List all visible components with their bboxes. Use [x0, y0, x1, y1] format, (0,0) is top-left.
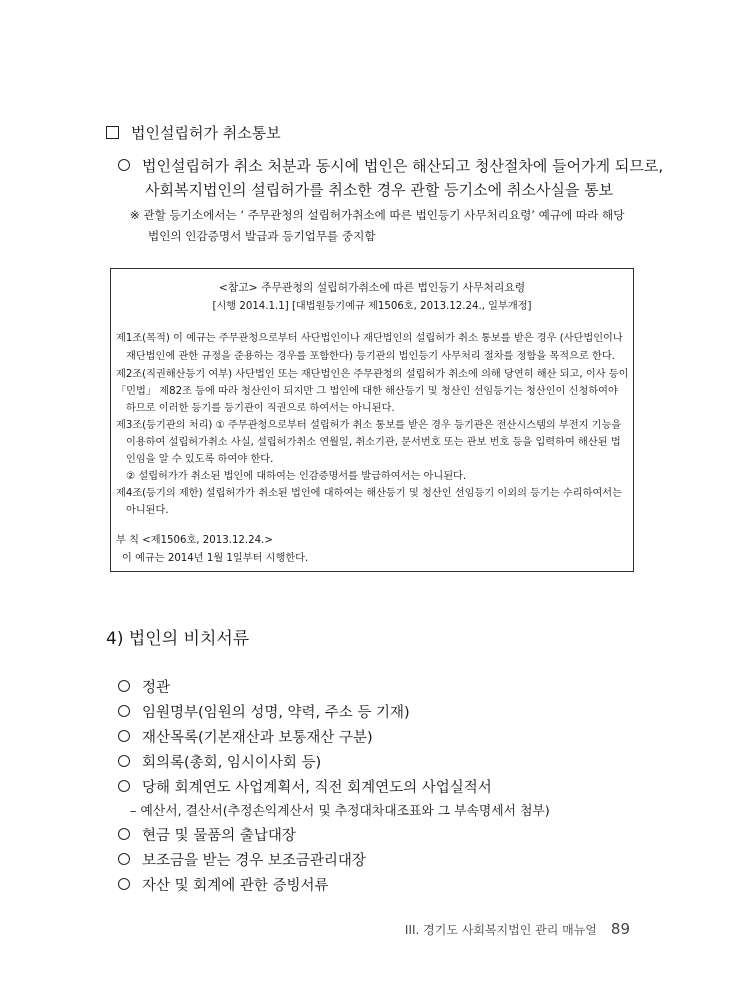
circle-bullet-icon	[118, 730, 130, 742]
reference-subtitle: [시행 2014.1.1] [대법원등기예규 제1506호, 2013.12.24., 일부개정]	[212, 301, 532, 312]
list-item-label: 정관	[142, 680, 171, 696]
reference-line: 제2조(직권해산등기 여부) 사단법인 또는 재단법인은 주무관청의 설립허가 취소에 의해 당연히 해산 되고, 이사 등이	[116, 369, 629, 380]
list-item-label: 보조금을 받는 경우 보조금관리대장	[142, 853, 366, 869]
list-item	[118, 874, 329, 895]
reference-line: 부 칙 <제1506호, 2013.12.24.>	[116, 535, 273, 546]
reference-line: ② 설립허가가 취소된 법인에 대하여는 인감증명서를 발급하여서는 아니된다.	[126, 471, 467, 482]
reference-line: 제3조(등기관의 처리) ① 주무관청으로부터 설립허가 취소 통보를 받은 경우 등기관은 전산시스템의 부전지 기능을	[116, 420, 622, 431]
circle-bullet-icon	[118, 680, 130, 692]
note-line-1: ※ 관할 등기소에서는 ‘ 주무관청의 설립허가취소에 따른 법인등기 사무처리요령’ 예규에 따라 해당	[130, 208, 625, 222]
list-item	[118, 776, 492, 797]
page-number: 89	[610, 920, 630, 938]
reference-line: 하므로 이러한 등기를 등기관이 직권으로 하여서는 아니된다.	[126, 403, 395, 414]
reference-line: 제1조(목적) 이 예규는 주무관청으로부터 사단법인이나 재단법인의 설립허가 취소 통보를 받은 경우 (사단법인이나	[116, 333, 623, 344]
reference-line: 이 예규는 2014년 1월 1일부터 시행한다.	[122, 553, 309, 564]
list-item	[118, 676, 170, 697]
reference-box	[110, 268, 634, 572]
circle-bullet-icon	[118, 828, 130, 840]
list-item	[118, 824, 296, 845]
circle-bullet-icon	[118, 853, 130, 865]
list-item	[118, 726, 373, 747]
note-line-2: 법인의 인감증명서 발급과 등기업무를 중지함	[148, 229, 376, 243]
bullet-line-1: 법인설립허가 취소 처분과 동시에 법인은 해산되고 청산절차에 들어가게 되므로,	[142, 157, 664, 175]
list-item	[118, 849, 366, 870]
circle-bullet-icon	[118, 878, 130, 890]
reference-line: 「민법」 제82조 등에 따라 청산인이 되지만 그 법인에 대한 해산등기 및 청산인 선임등기는 청산인이 신청하여야	[116, 386, 618, 397]
circle-bullet-icon	[118, 705, 130, 717]
page-footer	[405, 920, 630, 938]
section-title	[106, 122, 281, 143]
section-title-text: 법인설립허가 취소통보	[131, 124, 281, 142]
reference-line: 인임을 알 수 있도록 하여야 한다.	[126, 454, 274, 465]
list-item-label: 임원명부(임원의 성명, 약력, 주소 등 기재)	[142, 705, 410, 721]
reference-title: <참고> 주무관청의 설립허가취소에 따른 법인등기 사무처리요령	[218, 281, 526, 294]
list-item-label: 현금 및 물품의 출납대장	[142, 828, 296, 844]
list-item-label: 회의록(총회, 임시이사회 등)	[142, 755, 322, 771]
circle-bullet-icon	[118, 755, 130, 767]
list-item-label: 당해 회계연도 사업계획서, 직전 회계연도의 사업실적서	[142, 780, 492, 796]
bullet-paragraph	[118, 155, 663, 176]
reference-line: 아니된다.	[126, 505, 169, 516]
reference-line: 제4조(등기의 제한) 설립허가가 취소된 법인에 대하여는 해산등기 및 청산인 선임등기 이외의 등기는 수리하여서는	[116, 488, 622, 499]
bullet-line-2: 사회복지법인의 설립허가를 취소한 경우 관할 등기소에 취소사실을 통보	[145, 181, 614, 199]
reference-line: 재단법인에 관한 규정을 준용하는 경우를 포함한다) 등기관의 법인등기 사무처리 절차를 정함을 목적으로 한다.	[126, 351, 615, 362]
circle-bullet-icon	[118, 780, 130, 792]
list-item	[118, 701, 410, 722]
list-item	[118, 751, 321, 772]
list-item-label: 재산목록(기본재산과 보통재산 구분)	[142, 730, 373, 746]
footer-text: III. 경기도 사회복지법인 관리 매뉴얼	[404, 923, 597, 937]
reference-line: 이용하여 설립허가취소 사실, 설립허가취소 연월일, 취소기관, 문서번호 또는 관보 번호 등을 입력하여 해산된 법	[126, 437, 621, 448]
section-heading: 4) 법인의 비치서류	[106, 629, 250, 649]
list-item-label: 자산 및 회계에 관한 증빙서류	[142, 878, 329, 894]
circle-bullet-icon	[118, 159, 130, 171]
list-subitem: – 예산서, 결산서(추정손익계산서 및 추정대차대조표와 그 부속명세서 첨부)	[130, 804, 550, 819]
square-bullet-icon	[106, 126, 119, 139]
